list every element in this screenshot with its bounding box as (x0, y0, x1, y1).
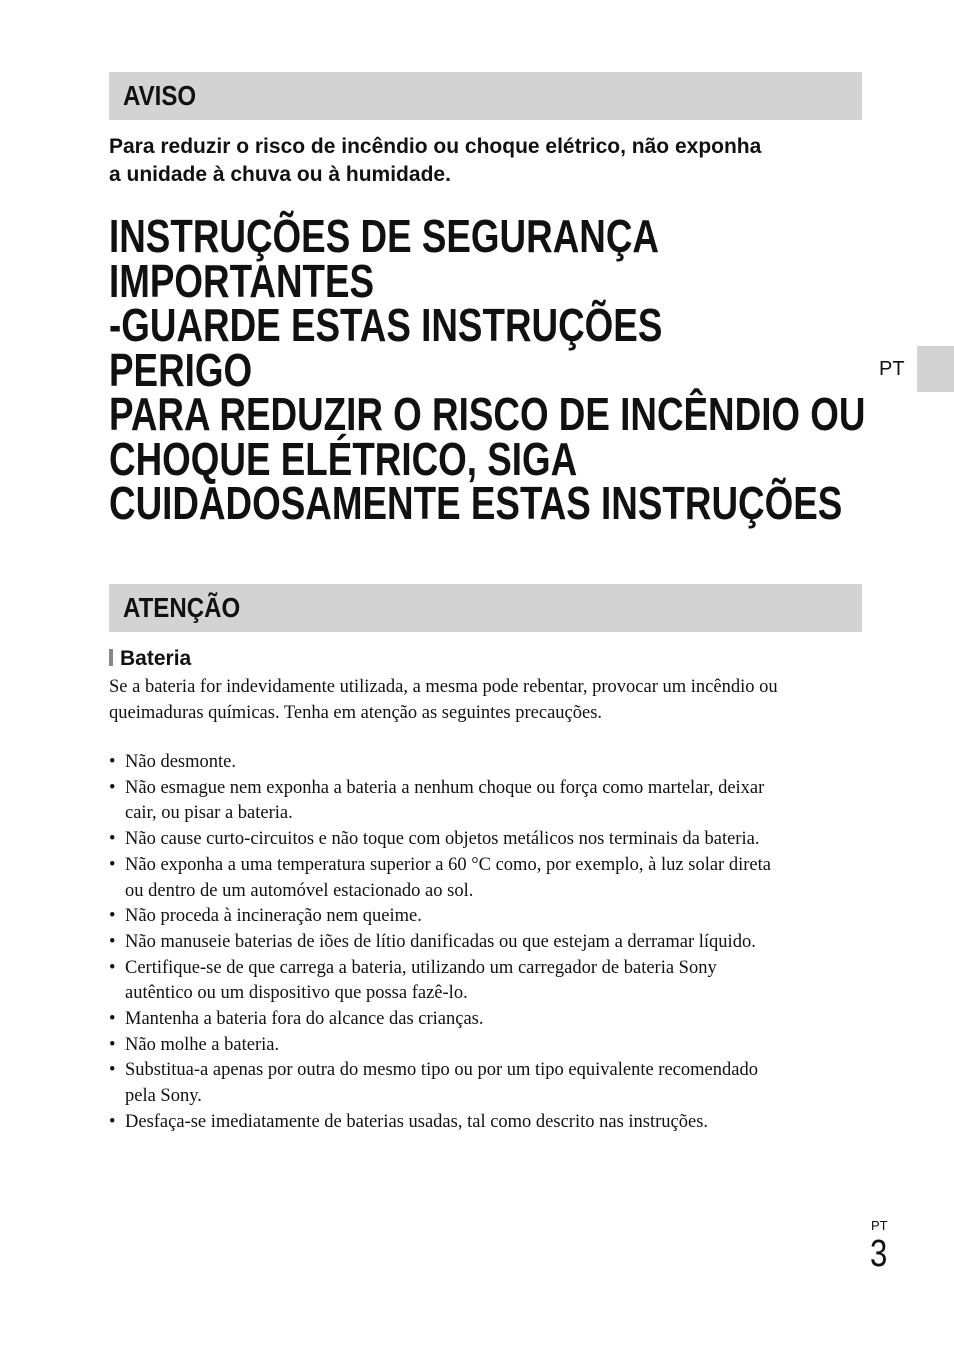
bullet-dot: • (109, 777, 116, 798)
heading-line: CHOQUE ELÉTRICO, SIGA (109, 432, 578, 485)
list-item (109, 1033, 869, 1059)
bateria-subheading (109, 646, 191, 672)
list-item-text: Desfaça-se imediatamente de baterias usadas, tal como descrito nas instruções. (125, 1111, 709, 1132)
list-item (109, 1058, 869, 1109)
heading-line: IMPORTANTES (109, 254, 375, 307)
list-item (109, 750, 869, 776)
bullet-dot: • (109, 1034, 116, 1055)
heading-line: CUIDADOSAMENTE ESTAS INSTRUÇÕES (109, 477, 843, 529)
warning-line: Para reduzir o risco de incêndio ou choque elétrico, não exponha (109, 135, 762, 158)
bullet-dot: • (109, 829, 116, 850)
list-item (109, 930, 869, 956)
list-item-text: Certifique-se de que carrega a bateria, utilizando um carregador de bateria Sony (125, 957, 717, 978)
list-item-text: autêntico ou um dispositivo que possa fazê-lo. (125, 983, 468, 1004)
list-item-text: Não cause curto-circuitos e não toque com objetos metálicos nos terminais da bateria. (125, 829, 760, 850)
intro-line: Se a bateria for indevidamente utilizada, a mesma pode rebentar, provocar um incêndio ou (109, 677, 778, 697)
list-item-text: cair, ou pisar a bateria. (125, 803, 293, 824)
language-tab-label: PT (879, 358, 905, 380)
subheading-marker (109, 649, 113, 666)
list-item (109, 904, 869, 930)
aviso-warning-text (109, 133, 869, 189)
list-item (109, 1110, 869, 1136)
list-item (109, 956, 869, 1007)
list-item-text: Não exponha a uma temperatura superior a 60 °C como, por exemplo, à luz solar direta (125, 854, 771, 875)
bullet-dot: • (109, 957, 116, 978)
bullet-dot: • (109, 854, 116, 875)
intro-line: queimaduras químicas. Tenha em atenção as seguintes precauções. (109, 702, 603, 723)
page-number: 3 (870, 1233, 888, 1275)
list-item (109, 853, 869, 904)
list-item-text: Substitua-a apenas por outra do mesmo tipo ou por um tipo equivalente recomendado (125, 1060, 758, 1081)
footer-language-code: PT (871, 1218, 888, 1233)
heading-line: -GUARDE ESTAS INSTRUÇÕES (109, 299, 663, 351)
list-item-text: Mantenha a bateria fora do alcance das crianças. (125, 1009, 484, 1030)
bullet-dot: • (109, 1009, 116, 1030)
heading-line: INSTRUÇÕES DE SEGURANÇA (109, 210, 660, 262)
list-item-text: Não manuseie baterias de iões de lítio danificadas ou que estejam a derramar líquido. (125, 931, 756, 952)
list-item-text: Não desmonte. (125, 752, 236, 772)
atencao-section-band (109, 584, 862, 632)
bullet-dot: • (109, 752, 116, 772)
list-item (109, 1007, 869, 1033)
list-item-text: Não molhe a bateria. (125, 1034, 280, 1055)
language-side-tab (917, 346, 954, 392)
aviso-title: AVISO (123, 80, 197, 111)
aviso-section-band (109, 72, 862, 120)
warning-line: a unidade à chuva ou à humidade. (109, 163, 451, 186)
list-item-text: ou dentro de um automóvel estacionado ao sol. (125, 880, 474, 901)
list-item-text: pela Sony. (125, 1086, 202, 1107)
list-item-text: Não proceda à incineração nem queime. (125, 906, 422, 927)
list-item-text: Não esmague nem exponha a bateria a nenhum choque ou força como martelar, deixar (125, 777, 765, 798)
list-item (109, 827, 869, 853)
safety-instructions-heading (109, 210, 869, 529)
atencao-title: ATENÇÃO (123, 592, 241, 623)
list-item (109, 776, 869, 827)
bullet-dot: • (109, 1111, 116, 1132)
heading-line: PARA REDUZIR O RISCO DE INCÊNDIO OU (109, 388, 866, 440)
bateria-subheading-label: Bateria (120, 647, 192, 670)
bateria-intro-paragraph (109, 675, 869, 726)
precautions-list (109, 750, 869, 1136)
bullet-dot: • (109, 906, 116, 927)
bullet-dot: • (109, 931, 116, 952)
heading-line: PERIGO (109, 343, 253, 396)
bullet-dot: • (109, 1060, 116, 1081)
